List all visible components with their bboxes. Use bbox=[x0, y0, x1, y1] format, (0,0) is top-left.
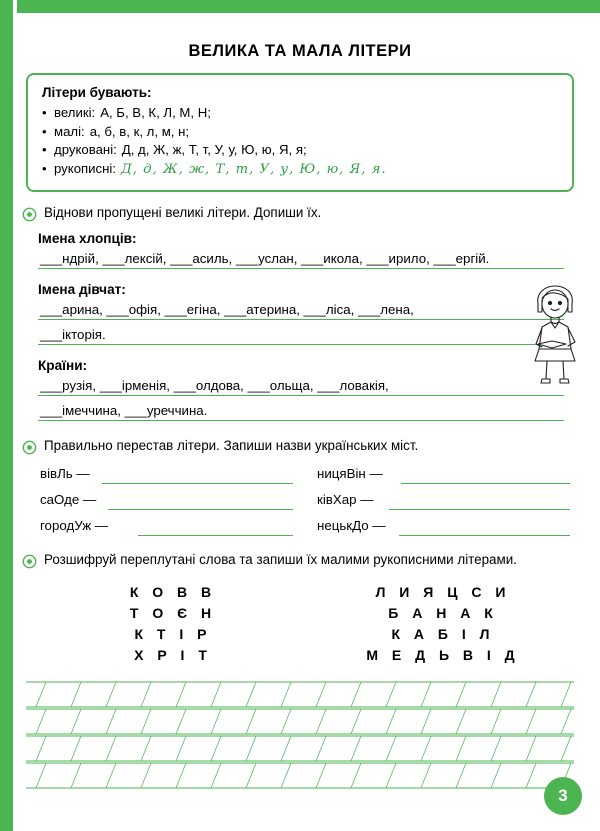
page-content bbox=[22, 24, 578, 792]
task-1-group-0-heading: Імена хлопців: bbox=[38, 231, 137, 246]
rule-value: Д, д, Ж, ж, Т, т, У, у, Ю, ю, Я, я; bbox=[121, 142, 307, 157]
task-1-group-2-heading: Країни: bbox=[38, 358, 88, 373]
city-scrambled: нецькДо — bbox=[317, 518, 386, 533]
writing-rule bbox=[102, 483, 293, 484]
city-row[interactable] bbox=[38, 487, 301, 513]
writing-rule bbox=[38, 344, 564, 345]
scrambled-word: К А Б І Л bbox=[391, 626, 495, 642]
rule-item bbox=[42, 124, 558, 139]
scramble-column-left bbox=[38, 579, 308, 668]
scrambled-word: Б А Н А К bbox=[388, 605, 498, 621]
rule-label: великі: bbox=[54, 105, 96, 120]
writing-rule bbox=[401, 483, 570, 484]
rule-label: друковані: bbox=[54, 142, 117, 157]
scrambled-word: Х Р І Т bbox=[134, 647, 212, 663]
task-2 bbox=[22, 438, 578, 455]
rule-item bbox=[42, 105, 558, 120]
task-2-text: Правильно перестав літери. Запиши назви українських міст. bbox=[44, 438, 419, 453]
handwriting-grid[interactable] bbox=[26, 680, 574, 792]
task-1-group-2-line-1: ___імеччина, ___уреччина. bbox=[40, 403, 208, 418]
task-marker-icon bbox=[22, 554, 38, 569]
left-green-band bbox=[0, 0, 13, 831]
task-1-group-1-heading: Імена дівчат: bbox=[38, 282, 126, 297]
scrambled-words bbox=[38, 579, 578, 668]
city-row[interactable] bbox=[38, 461, 301, 487]
city-row[interactable] bbox=[315, 461, 578, 487]
rule-item bbox=[42, 161, 558, 177]
answer-line[interactable] bbox=[38, 299, 578, 324]
bullet-icon: • bbox=[42, 142, 47, 157]
scrambled-word: К Т І Р bbox=[134, 626, 212, 642]
rule-value-cursive: Д, д, Ж, ж, Т, т, У, у, Ю, ю, Я, я. bbox=[121, 161, 387, 177]
writing-rule bbox=[38, 268, 564, 269]
rules-heading bbox=[42, 85, 558, 100]
city-scrambled: городУж — bbox=[40, 518, 109, 533]
writing-rule bbox=[38, 319, 564, 320]
task-1-group-2-line-0: ___рузія, ___ірменія, ___олдова, ___ольща, ___ловакія, bbox=[40, 378, 389, 393]
rule-label: малі: bbox=[54, 123, 85, 139]
writing-rule bbox=[399, 535, 570, 536]
writing-rule bbox=[38, 420, 564, 421]
scrambled-word: М Е Д Ь В І Д bbox=[366, 647, 520, 663]
rules-box bbox=[26, 73, 574, 192]
city-row[interactable] bbox=[315, 487, 578, 513]
rule-item bbox=[42, 142, 558, 157]
task-1-text: Віднови пропущені великі літери. Допиши їх. bbox=[44, 205, 322, 220]
scramble-column-right bbox=[308, 579, 578, 668]
writing-rule bbox=[138, 535, 293, 536]
rule-value: а, б, в, к, л, м, н; bbox=[89, 123, 190, 139]
city-row[interactable] bbox=[315, 513, 578, 539]
rule-label: рукописні: bbox=[54, 160, 117, 176]
bullet-icon: • bbox=[42, 123, 47, 139]
rules-heading-colon: : bbox=[147, 85, 152, 100]
left-band-white-gap bbox=[13, 0, 17, 831]
task-marker-icon bbox=[22, 440, 38, 455]
answer-line[interactable] bbox=[38, 324, 578, 349]
page-title: ВЕЛИКА ТА МАЛА ЛІТЕРИ bbox=[188, 42, 412, 60]
cities-column-right bbox=[315, 461, 578, 539]
task-1 bbox=[22, 205, 578, 222]
answer-line[interactable] bbox=[38, 375, 578, 400]
rules-heading-text: Літери бувають bbox=[42, 85, 148, 100]
task-1-group-0-line-0: ___ндрій, ___лексій, ___асиль, ___услан, ___икола, ___ирило, ___ергій. bbox=[40, 251, 490, 266]
task-marker-icon bbox=[22, 207, 38, 222]
bullet-icon: • bbox=[42, 105, 47, 120]
scrambled-word: Т О Є Н bbox=[129, 605, 217, 621]
scrambled-word: К О В В bbox=[129, 584, 217, 600]
bullet-icon: • bbox=[42, 160, 47, 176]
cities-exercise bbox=[38, 461, 578, 539]
top-green-band bbox=[0, 0, 600, 13]
city-scrambled: саОде — bbox=[40, 492, 97, 507]
writing-rule bbox=[108, 509, 293, 510]
task-1-group-1-line-0: ___арина, ___офія, ___егіна, ___атерина, ___ліса, ___лена, bbox=[40, 302, 414, 317]
page-number: 3 bbox=[544, 777, 582, 815]
girl-illustration bbox=[518, 282, 592, 388]
city-scrambled: ківХар — bbox=[317, 492, 374, 507]
task-3 bbox=[22, 552, 578, 569]
task-1-group-1-line-1: ___ікторія. bbox=[40, 327, 106, 342]
task-3-text: Розшифруй переплутані слова та запиши їх малими рукописними літерами. bbox=[44, 552, 517, 567]
rule-value: А, Б, В, К, Л, М, Н; bbox=[100, 105, 211, 120]
scrambled-word: Л И Я Ц С И bbox=[375, 584, 511, 600]
answer-line[interactable] bbox=[38, 248, 578, 273]
writing-rule bbox=[389, 509, 570, 510]
city-row[interactable] bbox=[38, 513, 301, 539]
answer-line[interactable] bbox=[38, 400, 578, 425]
city-scrambled: ницяВін — bbox=[317, 466, 383, 481]
cities-column-left bbox=[38, 461, 301, 539]
writing-rule bbox=[38, 395, 564, 396]
city-scrambled: вівЛь — bbox=[40, 466, 90, 481]
